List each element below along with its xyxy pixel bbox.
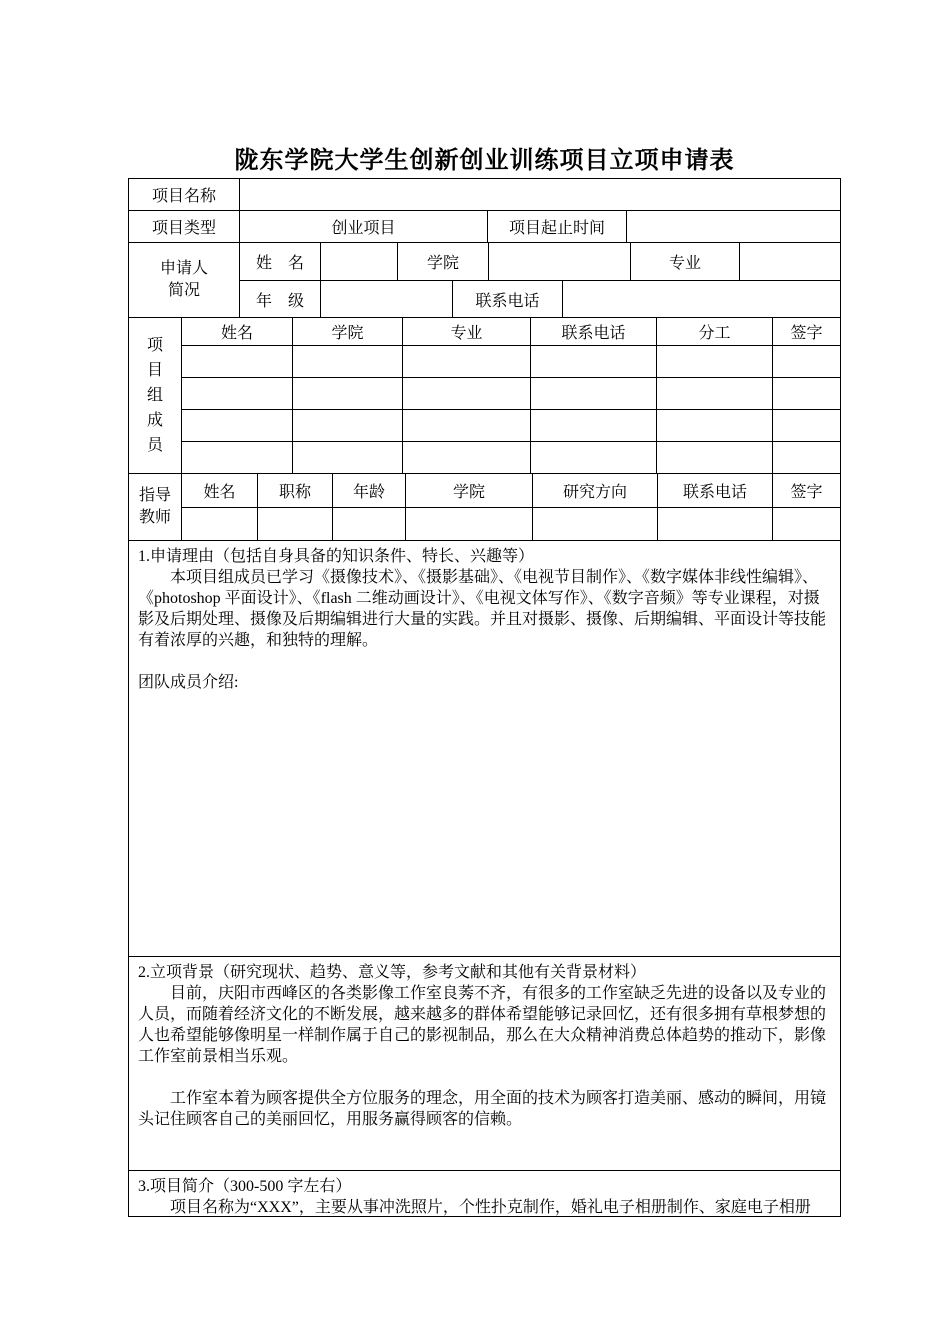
section-heading: 2.立项背景（研究现状、趋势、意义等，参考文献和其他有关背景材料） <box>138 964 647 981</box>
advisor-header-college: 学院 <box>405 474 532 507</box>
advisor-section-label-text: 指导教师 <box>138 487 171 526</box>
team-cell-major[interactable] <box>402 442 530 473</box>
team-section-label-text: 项目组成员 <box>146 337 163 454</box>
team-cell-signature[interactable] <box>772 410 840 441</box>
team-cell-phone[interactable] <box>530 346 656 377</box>
team-member-row <box>182 409 840 441</box>
section-project-intro <box>129 1171 840 1216</box>
team-cell-major[interactable] <box>402 410 530 441</box>
advisor-header-name: 姓名 <box>203 484 236 501</box>
advisor-cell-name[interactable] <box>182 508 257 540</box>
section-paragraph: 项目名称为“XXX”，主要从事冲洗照片，个性扑克制作，婚礼电子相册制作、家庭电子相册 <box>170 1199 811 1216</box>
section-heading: 3.项目简介（300-500 字左右） <box>138 1178 352 1195</box>
applicant-phone-label: 联系电话 <box>452 281 562 317</box>
team-cell-phone[interactable] <box>530 410 656 441</box>
applicant-grade-label: 年 级 <box>255 292 304 310</box>
team-header-college: 学院 <box>292 318 402 345</box>
applicant-name-label: 姓 名 <box>255 255 304 272</box>
advisor-cell-signature[interactable] <box>772 508 840 540</box>
advisor-header-signature: 签字 <box>772 474 840 507</box>
applicant-fields <box>239 243 840 317</box>
advisor-cell-age[interactable] <box>332 508 405 540</box>
team-table <box>181 318 840 473</box>
team-cell-name[interactable] <box>182 410 292 441</box>
team-section-label <box>129 318 181 473</box>
team-cell-name[interactable] <box>182 442 292 473</box>
applicant-section-label-text: 申请人简况 <box>159 260 208 299</box>
advisor-row <box>182 507 840 540</box>
project-type-label: 项目类型 <box>151 220 216 237</box>
project-name-value-cell[interactable] <box>239 179 840 210</box>
applicant-major-value-cell[interactable] <box>739 243 840 280</box>
team-cell-role[interactable] <box>656 378 772 409</box>
section-paragraph: 工作室本着为顾客提供全方位服务的理念，用全面的技术为顾客打造美丽、感动的瞬间，用镜头记住顾客自己的美丽回忆，用服务赢得顾客的信赖。 <box>138 1090 827 1128</box>
application-form-table <box>128 178 841 1217</box>
team-intro-note: 团队成员介绍: <box>138 674 239 691</box>
project-type-row <box>129 211 840 243</box>
team-cell-role[interactable] <box>656 346 772 377</box>
team-header-row <box>182 318 840 345</box>
team-section <box>129 318 840 474</box>
team-member-row <box>182 441 840 473</box>
advisor-section-label <box>129 474 181 540</box>
project-type-value[interactable]: 创业项目 <box>239 211 487 242</box>
applicant-college-label: 学院 <box>397 243 488 280</box>
team-cell-signature[interactable] <box>772 378 840 409</box>
project-name-label: 项目名称 <box>151 188 216 205</box>
section-paragraph: 本项目组成员已学习《摄像技术》、《摄影基础》、《电视节目制作》、《数字媒体非线性编辑》、《photoshop 平面设计》、《flash 二维动画设计》、《电视文体写作》、《数字音频》等专业课程，对摄影及后期处理、摄像及后期编辑进行大量的实践。并且对摄影、摄像、后期编辑、平面设计等技能有着浓厚的兴趣，和独特的理解。 <box>138 569 827 649</box>
team-cell-college[interactable] <box>292 346 402 377</box>
team-cell-college[interactable] <box>292 410 402 441</box>
team-cell-signature[interactable] <box>772 346 840 377</box>
applicant-row-1 <box>240 243 840 280</box>
team-cell-role[interactable] <box>656 410 772 441</box>
team-header-role: 分工 <box>656 318 772 345</box>
advisor-section <box>129 474 840 541</box>
project-period-value-cell[interactable] <box>626 211 840 242</box>
applicant-section-label <box>129 243 239 317</box>
team-cell-signature[interactable] <box>772 442 840 473</box>
project-name-row <box>129 179 840 211</box>
team-cell-college[interactable] <box>292 442 402 473</box>
advisor-header-research: 研究方向 <box>532 474 657 507</box>
team-cell-phone[interactable] <box>530 442 656 473</box>
advisor-cell-research[interactable] <box>532 508 657 540</box>
advisor-header-row <box>182 474 840 507</box>
team-cell-name[interactable] <box>182 378 292 409</box>
advisor-cell-title[interactable] <box>257 508 332 540</box>
advisor-header-age: 年龄 <box>332 474 405 507</box>
advisor-cell-college[interactable] <box>405 508 532 540</box>
project-period-label: 项目起止时间 <box>487 211 626 242</box>
section-paragraph: 目前，庆阳市西峰区的各类影像工作室良莠不齐，有很多的工作室缺乏先进的设备以及专业的人员，而随着经济文化的不断发展，越来越多的群体希望能够记录回忆，还有很多拥有草根梦想的人也希望能够像明星一样制作属于自己的影视制品，那么在大众精神消费总体趋势的推动下，影像工作室前景相当乐观。 <box>138 985 827 1065</box>
team-header-phone: 联系电话 <box>530 318 656 345</box>
team-header-major: 专业 <box>402 318 530 345</box>
team-cell-major[interactable] <box>402 378 530 409</box>
team-cell-college[interactable] <box>292 378 402 409</box>
team-cell-role[interactable] <box>656 442 772 473</box>
team-member-row <box>182 377 840 409</box>
form-title: 陇东学院大学生创新创业训练项目立项申请表 <box>234 147 735 174</box>
applicant-major-label: 专业 <box>630 243 739 280</box>
team-header-signature: 签字 <box>772 318 840 345</box>
team-header-name: 姓名 <box>220 325 253 342</box>
team-cell-phone[interactable] <box>530 378 656 409</box>
section-project-background <box>129 957 840 1171</box>
advisor-table <box>181 474 840 540</box>
advisor-header-phone: 联系电话 <box>657 474 772 507</box>
team-cell-name[interactable] <box>182 346 292 377</box>
applicant-college-value-cell[interactable] <box>488 243 630 280</box>
advisor-cell-phone[interactable] <box>657 508 772 540</box>
team-cell-major[interactable] <box>402 346 530 377</box>
applicant-phone-value-cell[interactable] <box>562 281 840 317</box>
applicant-name-value-cell[interactable] <box>320 243 397 280</box>
advisor-header-title: 职称 <box>257 474 332 507</box>
section-application-reason <box>129 541 840 957</box>
applicant-row-2 <box>240 280 840 317</box>
applicant-section <box>129 243 840 318</box>
team-member-row <box>182 345 840 377</box>
applicant-grade-value-cell[interactable] <box>320 281 452 317</box>
section-heading: 1.申请理由（包括自身具备的知识条件、特长、兴趣等） <box>138 548 535 565</box>
